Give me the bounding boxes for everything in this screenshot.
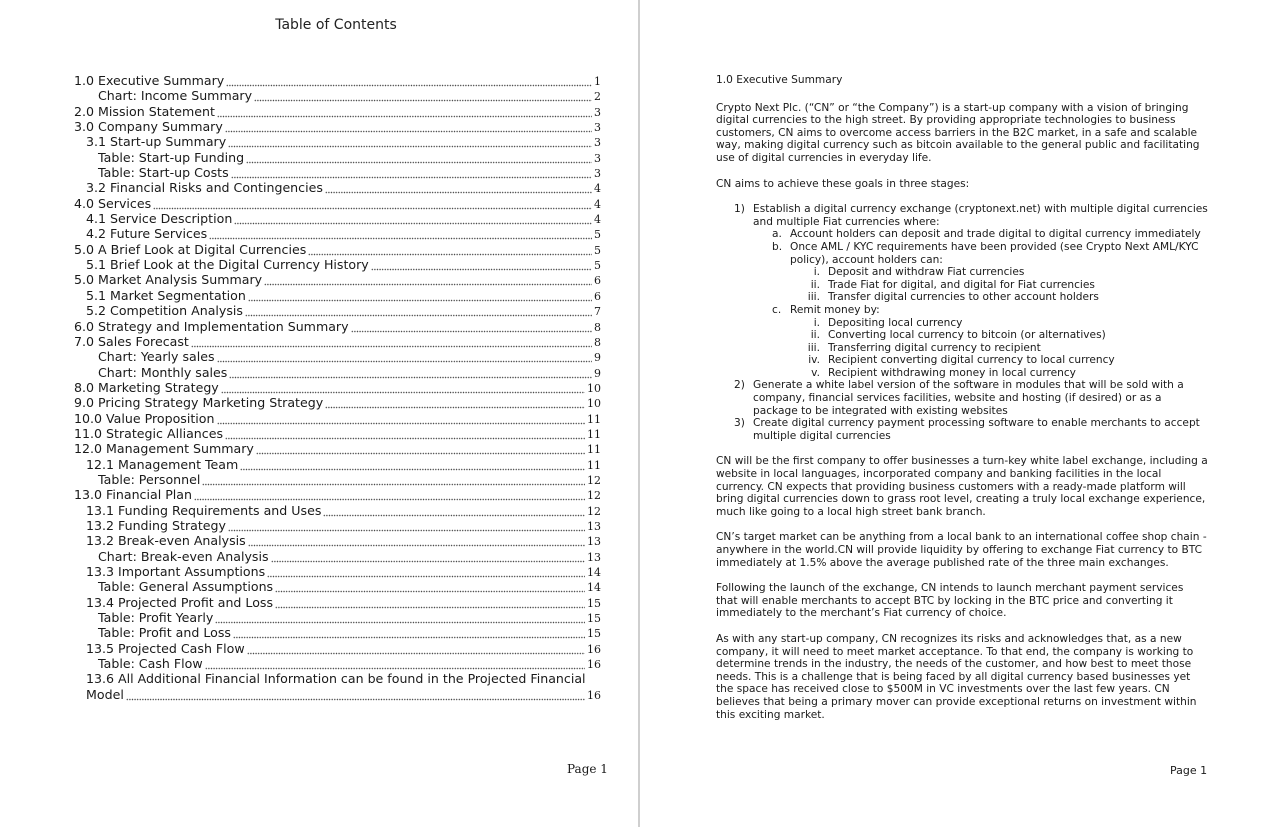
toc-page-number: 12 — [587, 489, 601, 503]
toc-dot-leader — [217, 411, 586, 426]
toc-dot-leader — [202, 472, 585, 487]
toc-page-number: 11 — [587, 412, 601, 426]
toc-label: Table: Start-up Funding — [98, 149, 245, 165]
toc-entry[interactable] — [74, 365, 601, 380]
toc-entry[interactable] — [74, 411, 601, 426]
list-text: Generate a white label version of the software in modules that will be sold with a company, financial services facilities, website and hosting (if desired) or as a package to be integrated with existing websites — [753, 379, 1184, 417]
toc-label: 10.0 Value Proposition — [74, 410, 215, 426]
toc-entry-additional-financial-info[interactable] — [74, 671, 601, 702]
toc-entry[interactable] — [74, 441, 601, 456]
toc-label: 11.0 Strategic Alliances — [74, 425, 224, 441]
toc-label: 4.2 Future Services — [86, 226, 208, 242]
toc-entry[interactable] — [74, 518, 601, 533]
toc-page-number: 13 — [587, 535, 601, 549]
toc-page-number: 6 — [594, 289, 601, 303]
toc-page-number: 9 — [594, 351, 601, 365]
table-of-contents — [74, 73, 601, 702]
toc-entry[interactable] — [74, 426, 601, 441]
toc-label: 5.1 Brief Look at the Digital Currency History — [86, 257, 369, 273]
toc-dot-leader — [248, 533, 585, 548]
toc-entry[interactable] — [74, 579, 601, 594]
toc-label: Table: General Assumptions — [98, 579, 274, 595]
toc-page-number: 14 — [587, 566, 601, 579]
list-marker: iv. — [808, 354, 820, 367]
toc-entry[interactable] — [74, 549, 601, 564]
toc-title: Table of Contents — [275, 17, 397, 33]
list-item — [716, 329, 1208, 342]
toc-label: 3.0 Company Summary — [74, 119, 223, 135]
toc-dot-leader — [229, 365, 592, 380]
list-marker: c. — [772, 303, 782, 316]
toc-dot-leader — [226, 73, 592, 88]
list-text: Transfer digital currencies to other account holders — [828, 291, 1099, 304]
toc-entry[interactable] — [74, 472, 601, 487]
toc-label: 13.6 All Additional Financial Information can be found in the Projected Financial — [86, 671, 586, 687]
toc-dot-leader — [231, 165, 592, 180]
toc-dot-leader — [221, 380, 585, 395]
toc-page-number: 3 — [594, 105, 601, 119]
toc-page-number: 3 — [594, 167, 601, 181]
list-marker: 1) — [734, 203, 745, 216]
toc-label: 12.1 Management Team — [86, 456, 239, 472]
toc-entry[interactable] — [74, 150, 601, 165]
toc-page-number: 1 — [594, 75, 601, 88]
toc-label: Chart: Income Summary — [98, 88, 253, 104]
toc-dot-leader — [325, 395, 585, 410]
toc-dot-leader — [234, 211, 592, 226]
toc-page-number: 13 — [587, 519, 601, 533]
toc-label: 13.1 Funding Requirements and Uses — [86, 502, 322, 518]
toc-page-number: 7 — [594, 305, 601, 319]
toc-entry[interactable] — [74, 196, 601, 211]
toc-entry[interactable] — [74, 564, 601, 579]
toc-dot-leader — [233, 625, 585, 640]
toc-entry[interactable] — [74, 73, 601, 88]
toc-dot-leader — [191, 334, 592, 349]
page-divider — [638, 0, 640, 827]
right-page — [716, 74, 1208, 734]
toc-label: Table: Start-up Costs — [98, 165, 229, 181]
merchant-services-paragraph: Following the launch of the exchange, CN intends to launch merchant payment services that will enable merchants to accept BTC by locking in the BTC price and converting it immediately to the merchant’s Fiat currency of choice. — [716, 582, 1184, 620]
toc-page-number: 8 — [594, 335, 601, 349]
toc-dot-leader — [267, 564, 585, 579]
target-market-paragraph: CN’s target market can be anything from a local bank to an international coffee shop chain - anywhere in the world.CN will provide liquidity by offering to exchange Fiat currency to BTC immediately at 1.5% above the average published rate of the three main exchanges. — [716, 531, 1207, 569]
list-item — [716, 367, 1208, 380]
list-marker: b. — [772, 240, 783, 253]
toc-entry[interactable] — [74, 533, 601, 548]
toc-page-number: 3 — [594, 136, 601, 150]
toc-page-number: 6 — [594, 274, 601, 288]
list-marker: 2) — [734, 379, 745, 392]
toc-dot-leader — [205, 656, 585, 671]
toc-dot-leader — [248, 288, 592, 303]
list-marker: v. — [811, 366, 820, 379]
toc-entry[interactable] — [74, 319, 601, 334]
list-text: Depositing local currency — [828, 316, 963, 329]
list-marker: i. — [813, 266, 820, 279]
toc-page-number: 8 — [594, 320, 601, 334]
toc-page-number: 4 — [594, 213, 601, 227]
toc-label: 2.0 Mission Statement — [74, 103, 215, 119]
toc-label: 5.0 Market Analysis Summary — [74, 272, 263, 288]
toc-label: Chart: Break-even Analysis — [98, 548, 269, 564]
toc-dot-leader — [264, 272, 592, 287]
toc-page-number: 5 — [594, 228, 601, 242]
list-text: Recipient converting digital currency to local currency — [828, 354, 1115, 367]
toc-entry[interactable] — [74, 349, 601, 364]
toc-dot-leader — [228, 518, 585, 533]
toc-label: 12.0 Management Summary — [74, 441, 254, 457]
list-text: Transferring digital currency to recipient — [828, 341, 1041, 354]
toc-dot-leader — [247, 641, 585, 656]
list-item — [716, 279, 1208, 292]
toc-entry[interactable] — [74, 180, 601, 195]
list-item — [716, 379, 1208, 417]
toc-dot-leader — [225, 119, 592, 134]
toc-dot-leader — [254, 88, 592, 103]
toc-entry[interactable] — [74, 242, 601, 257]
toc-entry[interactable] — [74, 104, 601, 119]
toc-label: 4.0 Services — [74, 195, 152, 211]
list-item — [716, 317, 1208, 330]
toc-page-number: 2 — [594, 90, 601, 104]
list-item — [716, 241, 1208, 266]
list-marker: ii. — [810, 329, 820, 342]
toc-label: 13.0 Financial Plan — [74, 487, 192, 503]
toc-entry[interactable] — [74, 656, 601, 671]
toc-page-number: 9 — [594, 366, 601, 380]
toc-page-number: 11 — [587, 458, 601, 472]
toc-dot-leader — [351, 319, 592, 334]
list-marker: i. — [813, 316, 820, 329]
toc-page-number: 16 — [587, 642, 601, 656]
toc-entry[interactable] — [74, 211, 601, 226]
toc-label: 13.4 Projected Profit and Loss — [86, 594, 274, 610]
toc-label: 3.2 Financial Risks and Contingencies — [86, 180, 323, 196]
toc-label: 5.1 Market Segmentation — [86, 287, 246, 303]
toc-dot-leader — [217, 349, 592, 364]
toc-entry[interactable] — [74, 503, 601, 518]
toc-dot-leader — [245, 303, 592, 318]
toc-entry[interactable] — [74, 487, 601, 502]
list-text: Deposit and withdraw Fiat currencies — [828, 266, 1025, 279]
toc-page-number: 12 — [587, 504, 601, 518]
toc-entry[interactable] — [74, 88, 601, 103]
toc-page-number: 15 — [587, 627, 601, 641]
list-marker: ii. — [810, 278, 820, 291]
list-marker: 3) — [734, 417, 745, 430]
toc-dot-leader — [217, 104, 592, 119]
list-item — [716, 342, 1208, 355]
list-item — [716, 304, 1208, 317]
toc-label: 8.0 Marketing Strategy — [74, 379, 219, 395]
toc-entry[interactable] — [74, 610, 601, 625]
page-number-left: Page 1 — [567, 762, 608, 776]
toc-entry[interactable] — [74, 395, 601, 410]
white-label-paragraph: CN will be the first company to offer businesses a turn-key white label exchange, including a website in local languages, incorporated company and banking facilities in the local currency. CN expects that providing business customers with a ready-made platform will bring digital currencies down to grass root level, creating a truly local exchange experience, much like going to a local high street bank branch. — [716, 455, 1208, 518]
toc-entry[interactable] — [74, 257, 601, 272]
toc-page-number: 15 — [587, 612, 601, 626]
section-heading: 1.0 Executive Summary — [716, 74, 843, 86]
toc-dot-leader — [271, 549, 585, 564]
list-item — [716, 354, 1208, 367]
toc-entry[interactable] — [74, 625, 601, 640]
toc-dot-leader — [126, 687, 585, 702]
list-text: Create digital currency payment processing software to enable merchants to accept multiple digital currencies — [753, 417, 1200, 442]
list-text: Recipient withdrawing money in local currency — [828, 366, 1076, 379]
toc-label: 6.0 Strategy and Implementation Summary — [74, 318, 349, 334]
toc-entry[interactable] — [74, 380, 601, 395]
toc-page-number: 3 — [594, 121, 601, 135]
toc-page-number: 16 — [587, 688, 601, 702]
toc-page-number: 5 — [594, 243, 601, 257]
list-item — [716, 417, 1208, 442]
toc-page-number: 14 — [587, 581, 601, 595]
toc-label: 13.2 Funding Strategy — [86, 517, 226, 533]
toc-entry[interactable] — [74, 334, 601, 349]
toc-page-number: 16 — [587, 658, 601, 672]
toc-label: 3.1 Start-up Summary — [86, 134, 227, 150]
toc-label: Chart: Yearly sales — [98, 349, 215, 365]
toc-page-number: 12 — [587, 473, 601, 487]
toc-page-number: 10 — [587, 381, 601, 395]
toc-label: 4.1 Service Description — [86, 211, 233, 227]
toc-entry[interactable] — [74, 457, 601, 472]
list-item — [716, 228, 1208, 241]
risks-paragraph: As with any start-up company, CN recognizes its risks and acknowledges that, as a new company, it will need to meet market acceptance. To that end, the company is working to determine trends in the industry, the needs of the customer, and how best to meet those needs. This is a challenge that is being faced by all digital currency based businesses yet the space has received close to $500M in VC investments over the last few years. CN believes that being a primary mover can provide exceptional returns on investment within this exciting market. — [716, 632, 1197, 721]
toc-dot-leader — [194, 487, 585, 502]
list-item — [716, 291, 1208, 304]
toc-dot-leader — [275, 595, 585, 610]
list-marker: iii. — [807, 341, 820, 354]
toc-dot-leader — [240, 457, 585, 472]
toc-entry[interactable] — [74, 595, 601, 610]
list-marker: a. — [772, 228, 782, 241]
toc-page-number: 4 — [594, 182, 601, 196]
stages-intro: CN aims to achieve these goals in three stages: — [716, 177, 970, 190]
toc-entry[interactable] — [74, 134, 601, 149]
toc-entry[interactable] — [74, 272, 601, 287]
toc-dot-leader — [153, 196, 592, 211]
toc-label: 13.2 Break-even Analysis — [86, 533, 246, 549]
toc-page-number: 11 — [587, 443, 601, 457]
list-item — [716, 266, 1208, 279]
page-number-right: Page 1 — [1170, 764, 1208, 777]
list-text: Converting local currency to bitcoin (or alternatives) — [828, 329, 1106, 342]
toc-label: Chart: Monthly sales — [98, 364, 228, 380]
toc-label: 5.2 Competition Analysis — [86, 303, 243, 319]
toc-page-number: 11 — [587, 427, 601, 441]
toc-label: 1.0 Executive Summary — [74, 73, 225, 88]
toc-label: 5.0 A Brief Look at Digital Currencies — [74, 241, 307, 257]
toc-label: 9.0 Pricing Strategy Marketing Strategy — [74, 395, 324, 411]
toc-label: 7.0 Sales Forecast — [74, 333, 189, 349]
toc-page-number: 10 — [587, 397, 601, 411]
toc-label: Table: Cash Flow — [98, 656, 203, 672]
toc-entry[interactable] — [74, 165, 601, 180]
toc-entry[interactable] — [74, 288, 601, 303]
intro-paragraph: Crypto Next Plc. (“CN” or “the Company”) is a start-up company with a vision of bringing digital currencies to the high street. By providing appropriate technologies to business customers, CN aims to overcome access barriers in the B2C market, in a safe and scalable way, making digital currency such as bitcoin available to the general public and facilitating use of digital currencies in everyday life. — [716, 101, 1200, 164]
toc-label: 13.5 Projected Cash Flow — [86, 640, 245, 656]
toc-dot-leader — [215, 610, 585, 625]
toc-page-number: 5 — [594, 259, 601, 273]
toc-label: 13.3 Important Assumptions — [86, 564, 266, 579]
toc-entry[interactable] — [74, 303, 601, 318]
list-text: Account holders can deposit and trade digital to digital currency immediately — [790, 228, 1201, 241]
toc-label: Table: Personnel — [98, 471, 201, 487]
list-text: Remit money by: — [790, 303, 880, 316]
list-marker: iii. — [807, 291, 820, 304]
list-text: Establish a digital currency exchange (cryptonext.net) with multiple digital currencies and multiple Fiat currencies where: — [753, 203, 1208, 228]
stages-list — [716, 203, 1208, 442]
list-item — [716, 203, 1208, 228]
toc-dot-leader — [256, 441, 585, 456]
toc-label: Table: Profit Yearly — [98, 610, 214, 626]
toc-dot-leader — [275, 579, 585, 594]
toc-dot-leader — [308, 242, 592, 257]
list-text: Once AML / KYC requirements have been provided (see Crypto Next AML/KYC policy), account holders can: — [790, 240, 1199, 266]
toc-dot-leader — [371, 257, 592, 272]
toc-dot-leader — [325, 180, 592, 195]
toc-dot-leader — [209, 226, 592, 241]
toc-dot-leader — [225, 426, 585, 441]
toc-dot-leader — [228, 134, 592, 149]
toc-page-number: 4 — [594, 197, 601, 211]
toc-page-number: 15 — [587, 596, 601, 610]
toc-entry[interactable] — [74, 226, 601, 241]
toc-label: Table: Profit and Loss — [98, 625, 231, 641]
list-text: Trade Fiat for digital, and digital for Fiat currencies — [828, 278, 1095, 291]
toc-entry[interactable] — [74, 119, 601, 134]
toc-entry[interactable] — [74, 641, 601, 656]
toc-page-number: 3 — [594, 151, 601, 165]
toc-dot-leader — [323, 503, 585, 518]
toc-dot-leader — [246, 150, 592, 165]
toc-label: Model — [86, 686, 124, 702]
toc-page-number: 13 — [587, 550, 601, 564]
